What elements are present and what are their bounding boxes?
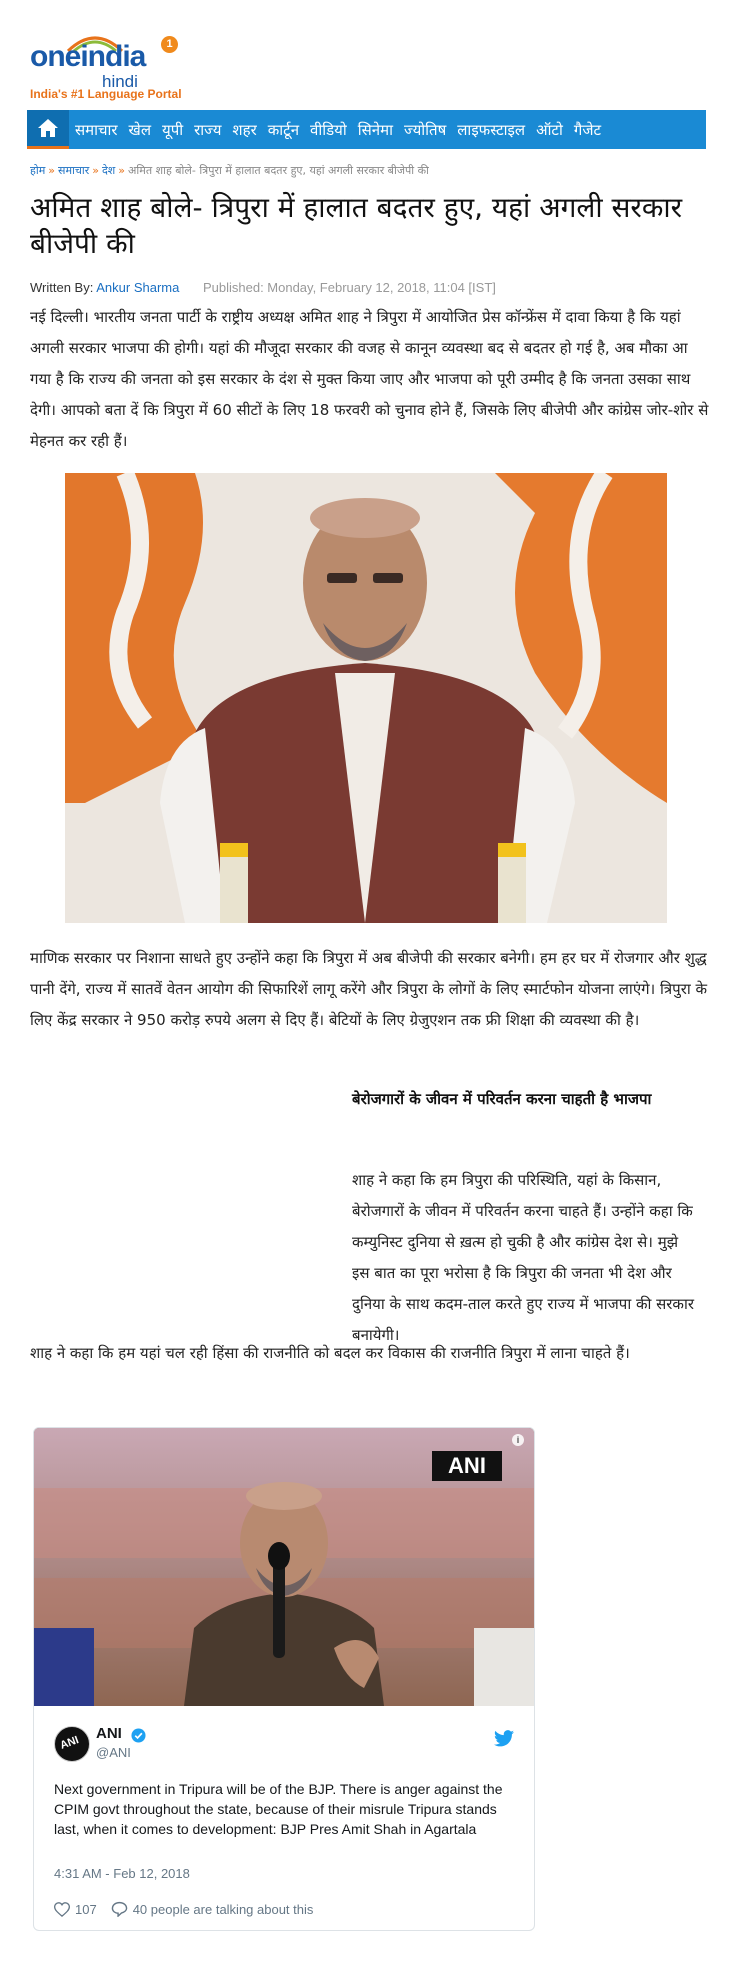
twitter-bird-icon[interactable] xyxy=(494,1730,514,1747)
article-paragraph-4: शाह ने कहा कि हम यहां चल रही हिंसा की राजनीति को बदल कर विकास की राजनीति त्रिपुरा में लाना चाहते हैं। xyxy=(30,1344,630,1362)
breadcrumb xyxy=(30,163,429,178)
tweet-timestamp[interactable]: 4:31 AM - Feb 12, 2018 xyxy=(54,1866,190,1881)
tweet-text: Next government in Tripura will be of the BJP. There is anger against the CPIM govt throughout the state, because of their misrule Tripura stands last, when it comes to development: BJP Pres Amit Shah in Agartala xyxy=(54,1781,503,1837)
breadcrumb-country[interactable]: देश xyxy=(101,164,116,177)
nav-item[interactable]: सिनेमा xyxy=(357,120,393,139)
nav-item[interactable]: खेल xyxy=(128,120,151,139)
article-paragraph-1: नई दिल्ली। भारतीय जनता पार्टी के राष्ट्रीय अध्यक्ष अमित शाह ने त्रिपुरा में आयोजित प्रेस कॉन्फ्रेंस में दावा किया है कि यहां अगली सरकार भाजपा की होगी। यहां की मौजूदा सरकार की वजह से कानून व्यवस्था बद से बदतर हो गई है, अब मौका आ गया है कि राज्य की जनता को इस सरकार के दंश से मुक्त किया जाए और भाजपा को पूरी उम्मीद है कि जनता उसका साथ देगी। आपको बता दें कि त्रिपुरा में 60 सीटों के लिए 18 फरवरी को चुनाव होने हैं, जिसके लिए बीजेपी और कांग्रेस जोर-शोर से मेहनत कर रही हैं। xyxy=(30,308,709,450)
comment-icon[interactable] xyxy=(111,1901,128,1917)
author-link[interactable]: Ankur Sharma xyxy=(96,280,180,295)
nav-item[interactable]: ऑटो xyxy=(536,120,563,139)
tweet-like-count[interactable]: 107 xyxy=(75,1901,97,1917)
written-by-label: Written By: xyxy=(30,280,94,295)
breadcrumb-home[interactable]: होम xyxy=(30,164,46,177)
article-title: अमित शाह बोले- त्रिपुरा में हालात बदतर हुए, यहां अगली सरकार बीजेपी की xyxy=(30,191,683,260)
nav-item[interactable]: ज्योतिष xyxy=(403,120,447,139)
avatar-label: ANI xyxy=(58,1734,81,1752)
tweet-image-badge: ANI xyxy=(432,1451,502,1481)
article-byline xyxy=(30,280,496,295)
nav-items xyxy=(75,110,612,149)
breadcrumb-separator: » xyxy=(118,164,126,177)
article-photo xyxy=(65,473,667,923)
tweet-author-name[interactable]: ANI xyxy=(96,1725,122,1742)
breadcrumb-separator: » xyxy=(48,164,56,177)
published-date: Published: Monday, February 12, 2018, 11:04 [IST] xyxy=(202,280,496,295)
nav-item[interactable]: लाइफस्टाइल xyxy=(457,120,526,139)
main-nav xyxy=(27,110,706,149)
heart-icon[interactable] xyxy=(54,1902,70,1917)
nav-item[interactable]: कार्टून xyxy=(267,120,300,139)
avatar[interactable] xyxy=(54,1726,90,1762)
article-paragraph-2: माणिक सरकार पर निशाना साधते हुए उन्होंने कहा कि त्रिपुरा में अब बीजेपी की सरकार बनेगी। हम हर घर में रोजगार और शुद्ध पानी देंगे, राज्य में सातवें वेतन आयोग की सिफारिशें लागू करेंगे और त्रिपुरा के लोगों के लिए स्मार्टफोन योजना लाएंगे। त्रिपुरा के लिए केंद्र सरकार ने 950 करोड़ रुपये अलग से दिए हैं। बेटियों के लिए ग्रेजुएशन तक फ्री शिक्षा की व्यवस्था की है। xyxy=(30,949,708,1029)
verified-icon xyxy=(131,1728,146,1743)
tweet-image[interactable] xyxy=(34,1428,534,1706)
nav-item[interactable]: गैजेट xyxy=(573,120,602,139)
nav-item[interactable]: शहर xyxy=(232,120,257,139)
logo-wordmark: oneindia xyxy=(30,40,146,73)
breadcrumb-separator: » xyxy=(92,164,99,177)
nav-item[interactable]: राज्य xyxy=(194,120,222,139)
tweet-author-handle[interactable]: @ANI xyxy=(96,1745,131,1760)
tweet-actions xyxy=(54,1901,313,1917)
nav-item[interactable]: समाचार xyxy=(75,120,118,139)
info-icon[interactable]: i xyxy=(512,1434,524,1446)
home-icon xyxy=(37,117,59,139)
nav-item[interactable]: वीडियो xyxy=(310,120,347,139)
article-subheading: बेरोजगारों के जीवन में परिवर्तन करना चाहती है भाजपा xyxy=(352,1090,652,1108)
nav-item[interactable]: यूपी xyxy=(162,120,184,139)
site-tagline: India's #1 Language Portal xyxy=(30,87,182,101)
logo-badge: 1 xyxy=(161,36,178,53)
tweet-talking-count[interactable]: 40 people are talking about this xyxy=(132,1901,314,1917)
logo-subtitle: hindi xyxy=(102,72,138,91)
breadcrumb-news[interactable]: समाचार xyxy=(58,164,90,177)
nav-home-button[interactable] xyxy=(27,110,69,149)
article-paragraph-3: शाह ने कहा कि हम त्रिपुरा की परिस्थिति, यहां के किसान, बेरोजगारों के जीवन में परिवर्तन करना चाहते हैं। उन्होंने कहा कि कम्युनिस्ट दुनिया से ख़त्म हो चुकी है और कांग्रेस देश से। मुझे इस बात का पूरा भरोसा है कि त्रिपुरा की जनता भी देश और दुनिया के साथ कदम-ताल करते हुए राज्य में भाजपा की सरकार बनायेगी। xyxy=(352,1171,694,1344)
embedded-tweet[interactable] xyxy=(33,1427,535,1931)
breadcrumb-current: अमित शाह बोले- त्रिपुरा में हालात बदतर हुए, यहां अगली सरकार बीजेपी की xyxy=(128,164,429,177)
